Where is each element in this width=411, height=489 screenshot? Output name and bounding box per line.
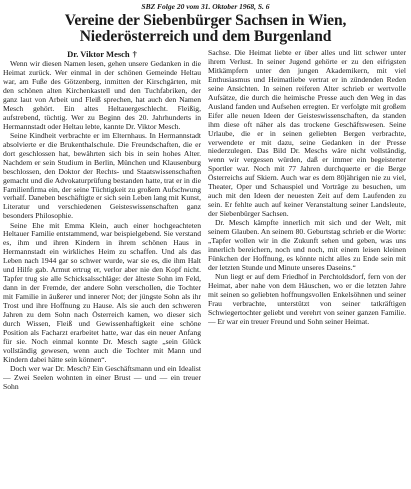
author-name: Dr. Viktor Mesch: [67, 49, 130, 59]
left-column: [3, 49, 201, 489]
paragraph: Dr. Mesch kämpfte innerlich mit sich und der Welt, mit seinem Glauben. An seinem 80. Geburtstag schrieb er die Worte: „Tapfer wollen wir in die Zukunft sehen und geben, was uns innerlich bereichern, noch und noch, mit einem leisen kleinen Fünkchen der Hoffnung, es könnte nicht alles zu Ende sein mit der letzten Stunde und Minute unseres Daseins.“: [208, 218, 406, 273]
headline-line-1: Vereine der Siebenbürger Sachsen in Wien,: [64, 12, 347, 29]
source-line: SBZ Folge 20 vom 31. Oktober 1968, S. 6: [141, 2, 270, 11]
paragraph: Wenn wir diesen Namen lesen, gehen unsere Gedanken in die Heimat zurück. Wer einmal in der schönen Gemeinde Heltau war, am Fuße des Götzenberg, inmitten der Kirschgärten, mit den schönen alten Kirchenkastell und den Tuchfabriken, der ganz laut von Arbeit und Fleiß sprechen, hat auch den Namen Mesch gehört. Ein altes Heltauergeschlecht. Fleißig, aufstrebend, tüchtig. Wer zu Beginn des 20. Jahrhunderts in Hermannstadt oder Heltau lebte, kannte Dr. Viktor Mesch.: [3, 59, 201, 131]
paragraph: Sachse. Die Heimat liebte er über alles und litt schwer unter ihrem Verlust. In seiner Jugend gehörte er zu den eifrigsten Mitkämpfern unter den jungen Akademikern, mit viel Enthusiasmus und Heimatliebe vertrat er in zündenden Reden seine Ansichten. In seinen reiferen Alter schrieb er wertvolle Aufsätze, die durch die heimische Presse auch den Weg in das Ausland fanden und Aufsehen erregten. Er verfolgte mit großem Eifer alle neuen Ideen der Geisteswissenschaften, da standen ihm diese oft näher als das trockene Geschäftswesen. Seine Urlaube, die er in seinen geliebten Bergen verbrachte, verwendete er mit dazu, seine Gedanken in der Presse niederzulegen. Das Bild Dr. Meschs wäre nicht vollständig, wenn wir vergessen würden, daß er immer ein begeisterter Sportler war. Noch mit 77 Jahren durchquerte er die Berge Österreichs auf Skiern. Auch war es dem 80jährigen nie zu viel, Theater, Oper und Schauspiel und Vorträge zu besuchen, um auch mit den Ideen der neuesten Zeit auf dem Laufenden zu sein. Er fehlte auch auf keiner Veranstaltung seiner Landsleute, der Siebenbürger Sachsen.: [208, 49, 406, 219]
paragraph: Nun liegt er auf dem Friedhof in Perchtoldsdorf, fern von der Heimat, aber nahe von dem Häuschen, wo er die letzten Jahre mit seinen so geliebten hoffnungsvollen Enkelsöhnen und seiner Frau verbrachte, unterstützt von seiner tatkräftigen Schwiegertochter geliebt und verehrt von seiner ganzen Familie. — Er war ein treuer Freund und Sohn seiner Heimat.: [208, 272, 406, 326]
headline-line-2: Niederösterreich und dem Burgenland: [79, 28, 332, 45]
paragraph: Seine Ehe mit Emma Klein, auch einer hochgeachteten Heltauer Familie entstammend, war beispielgebend. Sie verstand es, ihm und ihren Kindern in ihrem schönen Haus in Hermannstadt ein wirkliches Heim zu schaffen. Und als das Leben nach 1944 gar so schwer wurde, war sie es, die ihm Halt und Hilfe gab. Armut ertrug er, verlor aber nie den Kopf nicht. Tapfer trug sie alle Schicksalsschläge: der älteste Sohn im Feld, dann in der Fremde, der andere Sohn verschollen, die Tochter mit Familie in äußerer und innerer Not; der jüngste Sohn als ihr Trost und ihre Hoffnung zu Hause. Als sie auch den schweren Jahren zu dem Sohn nach Österreich kamen, wo dieser sich durch Wissen, Fleiß und Gewissenhaftigkeit eine schöne Position als Facharzt erarbeitet hatte, war das ein neuer Anfang für sie. Noch einmal konnte Dr. Mesch sagte „sein Glück vollständig gewesen, wenn auch die Tochter mit Mann und Kindern dabei hätte sein können“.: [3, 220, 201, 364]
right-column: [208, 49, 406, 489]
paragraph: Doch wer war Dr. Mesch? Ein Geschäftsmann und ein Idealist — Zwei Seelen wohnten in einer Brust — und — ein treuer Sohn: [3, 363, 201, 391]
deceased-cross-icon: †: [132, 49, 137, 59]
paragraph: Seine Kindheit verbrachte er im Elternhaus. In Hermannstadt absolvierte er die Brukenthalschule. Die Freundschaften, die er dort geschlossen hat, bewährten sich bis in sein hohes Alter. Nachdem er sein Studium in Berlin, München und Klausenburg beschlossen, den Doktor der Rechts- und Staatswissenschaften gemacht und die Advokaturprüfung bestanden hatte, trat er in die Familienfirma ein, der seine Tüchtigkeit zu großem Aufschwung verhalf. Daneben beschäftigte er sich sein Leben lang mit Kunst, Literatur und verschiedenen Geisteswissenschaften ganz besonders Philosophie.: [3, 130, 201, 221]
article-body: [3, 49, 408, 489]
author-byline: [3, 49, 201, 59]
